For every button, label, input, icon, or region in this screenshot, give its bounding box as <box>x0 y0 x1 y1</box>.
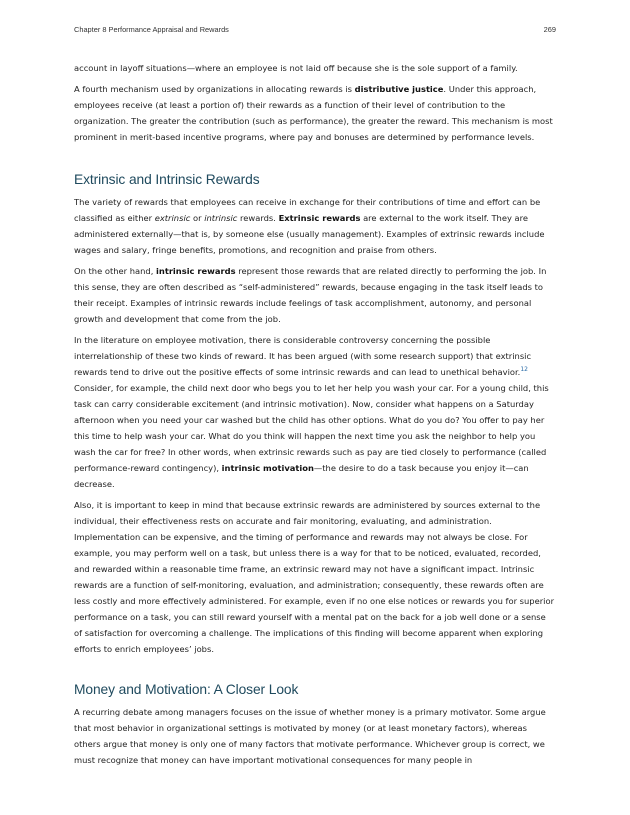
paragraph-money-debate: A recurring debate among managers focuses on the issue of whether money is a primary motivator. Some argue that most behavior in organizational settings is motivated by money (or at least monetary factors), whereas others argue that money is only one of many factors that motivate performance. Whichever group is correct, we must recognize that money can have important motivational consequences for many people in <box>74 707 546 765</box>
chapter-title: Chapter 8 Performance Appraisal and Rewards <box>74 25 229 34</box>
term-intrinsic-rewards: intrinsic rewards <box>156 266 236 276</box>
page-number: 269 <box>543 25 556 34</box>
paragraph-distributive-justice: A fourth mechanism used by organizations in allocating rewards is distributive justice. Under this approach, employees receive (at least a portion of) their rewards as a function of their level of contribution to the organization. The greater the contribution (such as performance), the greater the reward. This mechanism is most prominent in merit-based incentive programs, where pay and bonuses are determined by performance levels. <box>74 84 553 142</box>
paragraph-motivation-controversy: In the literature on employee motivation, there is considerable controversy concerning the possible interrelationship of these two kinds of reward. It has been argued (with some research support) that extrinsic rewards tend to drive out the positive effects of some intrinsic rewards and can lead to unethical behavior.$^{12}$ Consider, for example, the child next door who begs you to let her help you wash your car. For a young child, this task can carry considerable excitement (and intrinsic motivation). Now, consider what happens on a Saturday afternoon when you need your car washed but the child has other options. What do you do? You offer to pay her this time to help wash your car. What do you think will happen the next time you ask the neighbor to help you wash the car for free? In other words, when extrinsic rewards such as pay are tied closely to performance (called performance-reward contingency), intrinsic motivation—the desire to do a task because you enjoy it—can decrease. <box>74 335 549 489</box>
section-heading-money-motivation: Money and Motivation: A Closer Look <box>74 682 299 697</box>
term-intrinsic-motivation: intrinsic motivation <box>221 463 314 473</box>
section-heading-extrinsic-intrinsic: Extrinsic and Intrinsic Rewards <box>74 172 260 187</box>
page-body <box>74 60 556 773</box>
running-header <box>74 25 556 37</box>
term-distributive-justice: distributive justice <box>354 84 444 94</box>
footnote-link[interactable]: 12 <box>520 366 528 373</box>
paragraph-intrinsic-rewards: On the other hand, intrinsic rewards represent those rewards that are related directly to performing the job. In this sense, they are often described as “self-administered” rewards, because engaging in the task itself leads to their receipt. Examples of intrinsic rewards include feelings of task accomplishment, autonomy, and personal growth and development that come from the job. <box>74 266 547 324</box>
paragraph-reward-types: The variety of rewards that employees can receive in exchange for their contributions of time and effort can be classified as either extrinsic or intrinsic rewards. Extrinsic rewards are external to the work itself. They are administered externally—that is, by someone else (usually management). Examples of extrinsic rewards include wages and salary, fringe benefits, promotions, and recognition and praise from others. <box>74 197 545 255</box>
paragraph-layoff: account in layoff situations—where an employee is not laid off because she is the sole support of a family. <box>74 63 518 73</box>
paragraph-administration: Also, it is important to keep in mind that because extrinsic rewards are administered by sources external to the individual, their effectiveness rests on accurate and fair monitoring, evaluating, and administration. Implementation can be expensive, and the timing of performance and rewards may not always be close. For example, you may perform well on a task, but unless there is a way for that to be noticed, evaluated, recorded, and rewarded within a reasonable time frame, an extrinsic reward may not have a significant impact. Intrinsic rewards are a function of self-monitoring, evaluation, and administration; consequently, these rewards often are less costly and more effectively administered. For example, even if no one else notices or rewards you for superior performance on a task, you can still reward yourself with a mental pat on the back for a job well done or a sense of satisfaction for overcoming a challenge. The implications of this finding will become apparent when exploring efforts to enrich employees’ jobs. <box>74 500 555 654</box>
term-extrinsic-rewards: Extrinsic rewards <box>278 213 361 223</box>
